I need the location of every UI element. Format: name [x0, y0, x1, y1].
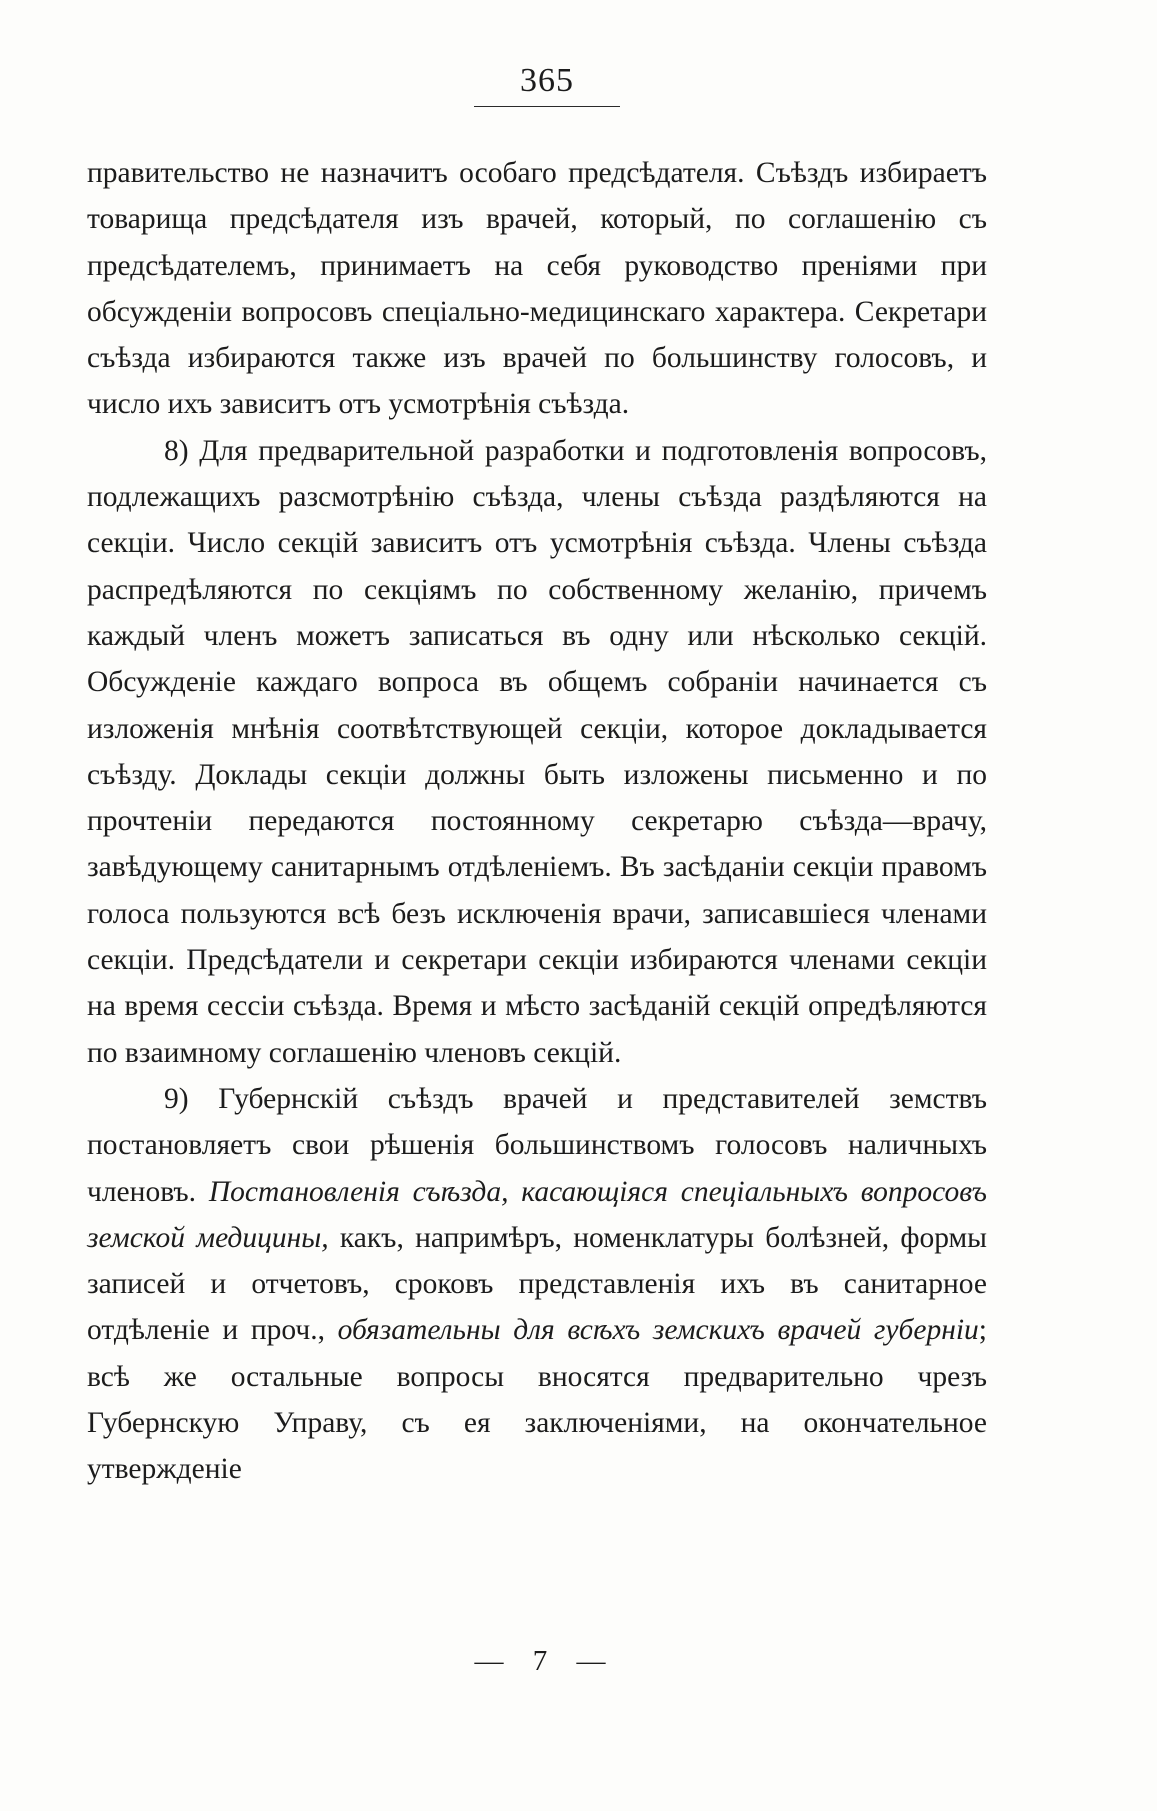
paragraph-9-text-a: 9) Губернскій съѣздъ врачей и представителей земствъ постановляетъ свои рѣшенія большинствомъ голосовъ наличныхъ членовъ. — [87, 1082, 987, 1208]
paragraph-9-emphasis-b: обязательны для всѣхъ земскихъ врачей губерніи — [337, 1314, 979, 1347]
paragraph-9-text-c: ; всѣ же остальные вопросы вносятся предварительно чрезъ Губернскую Управу, съ ея заключеніями, на окончательное утвержденіе — [87, 1314, 987, 1486]
paragraph-8-text: 8) Для предварительной разработки и подготовленія вопросовъ, подлежащихъ разсмотрѣнію съѣзда, члены съѣзда раздѣляются на секціи. Число секцій зависитъ отъ усмотрѣнія съѣзда. Члены съѣзда распредѣляются по секціямъ по собственному желанію, причемъ каждый членъ можетъ записаться въ одну или нѣсколько секцій. Обсужденіе каждаго вопроса въ общемъ собраніи начинается съ изложенія мнѣнія соотвѣтствующей секціи, которое докладывается съѣзду. Доклады секціи должны быть изложены письменно и по прочтеніи передаются постоянному секретарю съѣзда—врачу, завѣдующему санитарнымъ отдѣленіемъ. Въ засѣданіи секціи правомъ голоса пользуются всѣ безъ исключенія врачи, записавшіеся членами секціи. Предсѣдатели и секретари секціи избираются членами секціи на время сессіи съѣзда. Время и мѣсто засѣданій секцій опредѣляются по взаимному соглашенію членовъ секцій. — [87, 434, 987, 1069]
paragraph-9-emphasis-a: Постановленія съѣзда, касающіяся спеціальныхъ вопросовъ земской медицины, — [87, 1175, 987, 1254]
paragraph-9 — [87, 1076, 987, 1493]
page-number: 365 — [474, 62, 620, 107]
paragraph-8 — [87, 428, 987, 1076]
paragraph-1 — [87, 150, 987, 428]
paragraph-1-text: правительство не назначитъ особаго предсѣдателя. Съѣздъ избираетъ товарища предсѣдателя изъ врачей, который, по соглашенію съ предсѣдателемъ, принимаетъ на себя руководство преніями при обсужденіи вопросовъ спеціально-медицинскаго характера. Секретари съѣзда избираются также изъ врачей по большинству голосовъ, и число ихъ зависитъ отъ усмотрѣнія съѣзда. — [87, 157, 987, 421]
body-text — [87, 150, 987, 1493]
signature-mark: — 7 — — [474, 1645, 606, 1677]
paragraph-9-text-b: какъ, напримѣръ, номенклатуры болѣзней, формы записей и отчетовъ, сроковъ представленія ихъ въ санитарное отдѣленіе и проч., — [87, 1221, 988, 1347]
